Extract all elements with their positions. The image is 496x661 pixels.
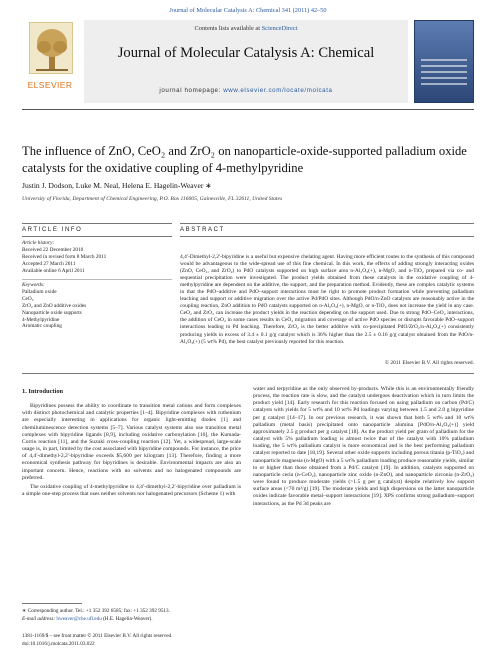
- elsevier-wordmark: ELSEVIER: [27, 80, 73, 90]
- article-info-top-rule: [22, 223, 172, 224]
- keyword-item: ZrO₂ and ZnO additive oxides: [22, 302, 87, 309]
- copyright-notice: © 2011 Elsevier B.V. All rights reserved.: [384, 360, 474, 366]
- elsevier-tree-icon: [29, 22, 73, 74]
- body-column-right: [253, 386, 474, 510]
- sciencedirect-link[interactable]: ScienceDirect: [261, 25, 298, 32]
- history-item: Received 22 December 2010: [22, 246, 84, 253]
- body-paragraph: The oxidative coupling of 4-methylpyridine to 4,4′-dimethyl-2,2′-bipyridine over palladium is a simple one-step process that uses neither solvents nor halogenated precursors (Scheme 1) with: [22, 483, 241, 498]
- article-info-bottom-rule: [22, 236, 172, 237]
- body-paragraph: Bipyridines possess the ability to coordinate to transition metal cations and form complexes with distinct photochemical and catalytic properties [1–4]. Bipyridine complexes with ruthenium are especially interesting in applications for organic light-emitting diodes [1] and chemiluminescence detection systems [5–7]. Various catalyst systems also use transition metal complexes with bipyridine ligands [8,9], including oxidative carbonylation [10], the Kumada-Corriu reaction [11], and the Suzuki cross-coupling reaction [12]. Yet, a widespread, large-scale usage is, in part, limited by the cost associated with bipyridine compounds. For instance, the price of 4,4′-dimethyl-2,2′-bipyridine exceeds $5,600 per kilogram [13]. Therefore, finding a more economical synthesis pathway for bipyridines is desirable. Environmental impacts are also an important concern. Hence, reactions with no solvents and no halogenated compounds are preferred.: [22, 403, 241, 481]
- doi-line[interactable]: doi:10.1016/j.molcata.2011.03.022: [22, 641, 95, 647]
- journal-header: [22, 20, 474, 103]
- keyword-item: Palladium oxide: [22, 288, 57, 295]
- abstract-top-rule: [180, 223, 474, 224]
- email-label: E-mail address:: [22, 616, 56, 622]
- history-item: Available online 6 April 2011: [22, 267, 85, 274]
- history-label: Article history:: [22, 240, 55, 246]
- journal-reference: Journal of Molecular Catalysis A: Chemical 341 (2011) 42–50: [169, 7, 327, 14]
- keywords-divider: [22, 279, 172, 280]
- keyword-item: Nanoparticle oxide supports: [22, 309, 82, 316]
- article-title: The influence of ZnO, CeO₂ and ZrO₂ on nanoparticle-oxide-supported palladium oxide catalysts for the oxidative coupling of 4-methylpyridine: [22, 144, 467, 175]
- abstract-end-rule: [22, 373, 474, 374]
- email-suffix: (H.E. Hagelin-Weaver).: [103, 616, 153, 622]
- footnote-divider: [22, 603, 82, 604]
- section-heading-introduction: 1. Introduction: [22, 388, 64, 395]
- homepage-link[interactable]: www.elsevier.com/locate/molcata: [223, 87, 333, 94]
- journal-cover-image: [414, 20, 474, 103]
- author-email-link[interactable]: hweaver@che.ufl.edu: [56, 616, 102, 622]
- author-email-note: [22, 616, 241, 623]
- body-paragraph: water and terpyridine as the only observed by-products. While this is an environmentally friendly process, the reaction rate is slow, and the catalyst undergoes deactivation which in turn limits the product yield [14]. Early research for this reaction focused on using palladium on carbon (Pd/C) catalysts with yields for 5 wt% and 10 wt% Pd loadings varying between 1.5 and 2.0 g bipyridine per g catalyst [14–17]. In our previous research, it was shown that both 5 wt% and 10 wt% palladium (metal basis) precipitated onto nanoparticle alumina [PdO/n-Al₂O₃(+)] yield approximately 2.5 g product per g catalyst [18]. As the product yield per gram of palladium for the catalyst with 5% palladium loading is almost twice that of the catalyst with 10% palladium loading, the 5 wt% palladium catalyst is more economical and is the best performing palladium catalyst reported to date [18,19]. Several other oxide supports including porous titania (p-TiO₂) and nanoparticle magnesia (n-MgO) with a 5 wt% palladium loading produce reasonable yields, similar to or higher than those obtained from a Pd/C catalyst [19]. In addition, catalysts supported on nanoparticle ceria (n-CeO₂), nanoparticle zinc oxide (n-ZnO), and nanoparticle zirconia (n-ZrO₂) were found to produce moderate yields (>1.5 g per g catalyst) despite relatively low support surface areas (<70 m²/g) [19]. The moderate yields and high dispersions on the latter nanoparticle oxides indicate favorable metal–support interactions [19]. XPS confirms strong palladium–support interactions, as the Pd 3d peaks are: [253, 386, 474, 507]
- article-history: [22, 240, 172, 275]
- cover-decoration: [421, 59, 467, 89]
- keyword-item: Aromatic coupling: [22, 323, 62, 330]
- keywords-label: Keywords:: [22, 282, 45, 288]
- abstract-bottom-rule: [180, 236, 474, 237]
- elsevier-logo: [22, 20, 78, 103]
- issn-line: 1381-1169/$ – see front matter © 2011 Elsevier B.V. All rights reserved.: [22, 633, 173, 639]
- journal-title: Journal of Molecular Catalysis A: Chemical: [117, 45, 375, 61]
- journal-homepage: [84, 87, 408, 94]
- abstract-label: ABSTRACT: [180, 227, 225, 233]
- keyword-item: 4-Methylpyridine: [22, 316, 60, 323]
- header-divider: [22, 109, 474, 110]
- article-authors: Justin J. Dodson, Luke M. Neal, Helena E. Hagelin-Weaver ∗: [22, 181, 212, 190]
- contents-prefix: Contents lists available at: [194, 25, 261, 32]
- contents-availability: [84, 25, 408, 32]
- author-affiliation: University of Florida, Department of Chemical Engineering, P.O. Box 116005, Gainesville, FL 32611, United States: [22, 196, 283, 202]
- journal-banner: [84, 20, 408, 103]
- article-info-label: ARTICLE INFO: [22, 227, 83, 233]
- history-item: Accepted 27 March 2011: [22, 260, 76, 267]
- body-column-left: [22, 386, 241, 500]
- keyword-item: CeO₂: [22, 295, 34, 302]
- history-item: Received in revised form 8 March 2011: [22, 253, 107, 260]
- homepage-prefix: journal homepage:: [159, 87, 221, 94]
- keywords-list: [22, 282, 172, 330]
- abstract-body: 4,4′-Dimethyl-2,2′-bipyridine is a useful but expensive chelating agent. Having more efficient routes to the synthesis of this compound would be advantageous to the wide-spread use of this fine chemical. In this work, the effects of adding strongly interacting oxides (ZnO, CeO₂, and ZrO₂) to PdO catalysts supported on high surface area n-Al₂O₃(+), n-MgO, and n-TiO₂ prepared via co- and sequential precipitation were investigated. The product yields obtained from these catalysts in the oxidative coupling of 4-methylpyridine are dependent on the additive, the support, and the preparation method. Evidently, these are complex catalytic systems in that the PdO–additive and PdO–support interactions must be right to promote product formation while preventing palladium leaching and support or additive migration over the active Pd/PdO sites. Although PdO/n-ZnO catalysts are reasonably active in the coupling reaction, ZnO addition to PdO catalysts supported on n-Al₂O₃(+), n-MgO, or n-TiO₂ does not increase the yield in any case. CeO₂ and ZrO₂ can increase the product yields in the reaction depending on the support used. Due to strong PdO–CeO₂ interactions, the addition of CeO₂ in some cases results in CeO₂ migration and coverage of active PdO species or disrupts favorable PdO–support interactions leading to Pd leaching. Therefore, ZrO₂ is the better additive with co-precipitated PdO/ZrO₂/n-Al₂O₃(+) consistently producing yields in excess of 3.4 ± 0.1 g/g catalyst which is 36% higher than the 2.5 ± 0.16 g/g catalyst obtained from the PdO/n-Al₂O₃(+) (5 wt% Pd), the best catalyst previously reported for this reaction.: [180, 254, 474, 345]
- corresponding-author-note: ∗ Corresponding author. Tel.: +1 352 392 6585; fax: +1 352 392 9513.: [22, 608, 170, 614]
